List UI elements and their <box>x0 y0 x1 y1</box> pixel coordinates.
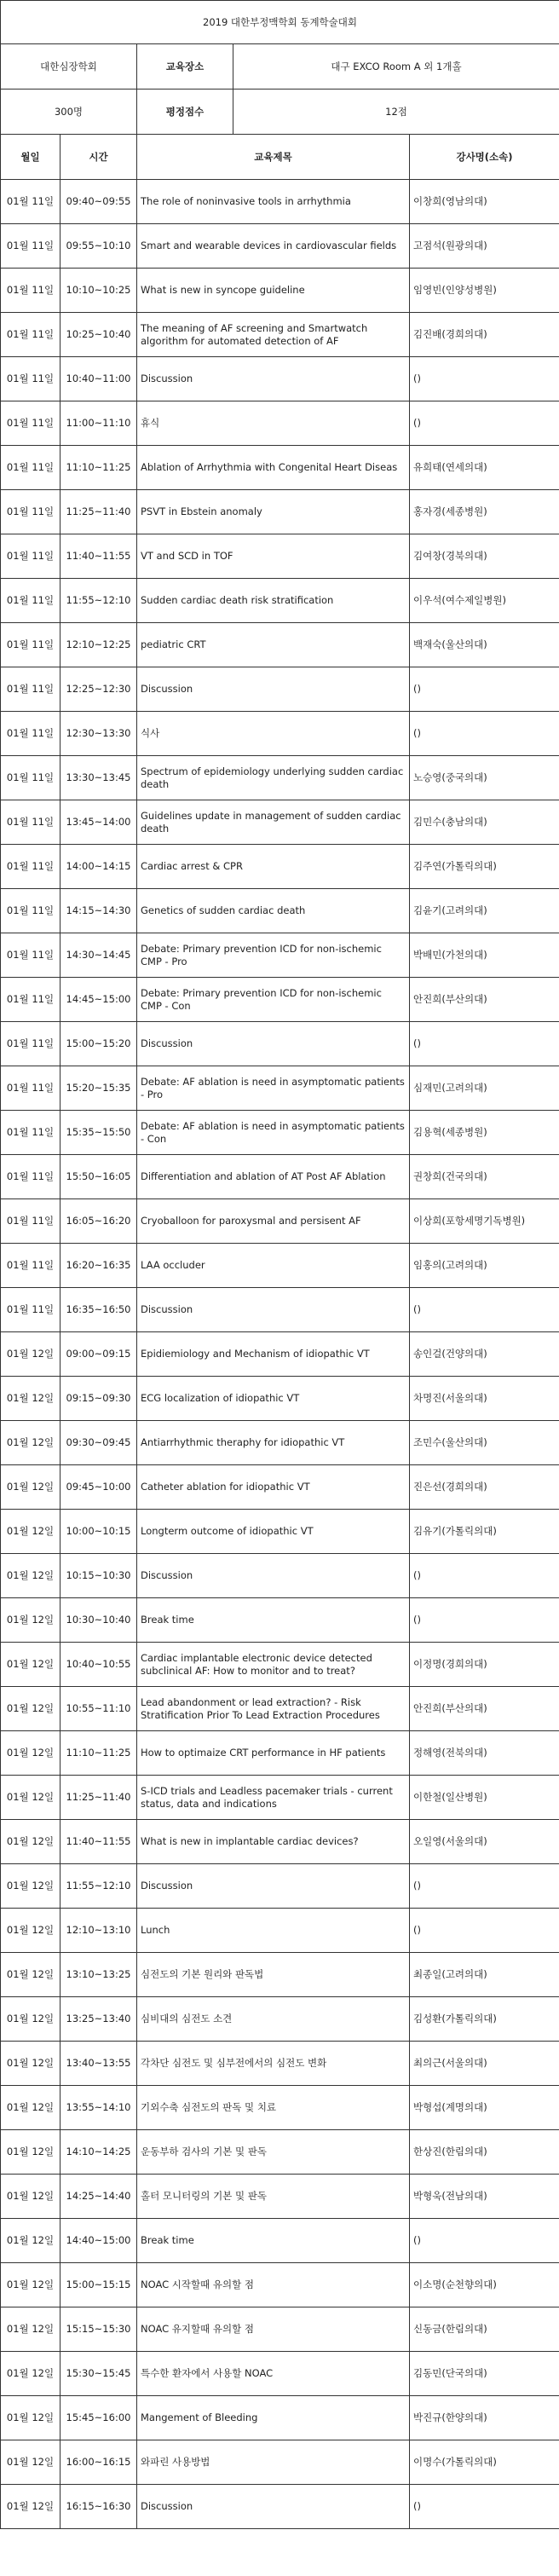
session-time: 12:30~13:30 <box>61 712 137 756</box>
table-row <box>1 1776 559 1820</box>
session-time: 11:25~11:40 <box>61 490 137 534</box>
venue-cell <box>137 44 559 90</box>
session-date: 01월 11일 <box>1 800 61 845</box>
organizer: 대한심장학회 <box>1 44 137 90</box>
session-time: 10:40~11:00 <box>61 357 137 401</box>
session-date: 01월 11일 <box>1 1199 61 1244</box>
table-row <box>1 2219 559 2263</box>
table-row <box>1 2396 559 2440</box>
session-date: 01월 11일 <box>1 1022 61 1066</box>
session-subject: Debate: Primary prevention ICD for non-ischemic CMP - Con <box>137 978 410 1022</box>
session-time: 13:30~13:45 <box>61 756 137 800</box>
session-subject: 심비대의 심전도 소견 <box>137 1997 410 2042</box>
session-time: 10:15~10:30 <box>61 1554 137 1598</box>
session-lecturer: () <box>410 1864 559 1909</box>
session-date: 01월 12일 <box>1 2352 61 2396</box>
session-time: 11:25~11:40 <box>61 1776 137 1820</box>
session-date: 01월 12일 <box>1 1997 61 2042</box>
session-subject: Genetics of sudden cardiac death <box>137 889 410 933</box>
session-lecturer: () <box>410 1554 559 1598</box>
session-lecturer: () <box>410 401 559 446</box>
session-date: 01월 11일 <box>1 623 61 667</box>
table-row <box>1 1909 559 1953</box>
session-lecturer: 이명수(가톨릭의대) <box>410 2440 559 2485</box>
table-row <box>1 269 559 313</box>
course-table-body <box>1 1 559 2529</box>
session-date: 01월 11일 <box>1 756 61 800</box>
session-date: 01월 12일 <box>1 2396 61 2440</box>
session-time: 16:15~16:30 <box>61 2485 137 2529</box>
table-row <box>1 1643 559 1687</box>
session-time: 15:35~15:50 <box>61 1111 137 1155</box>
table-row <box>1 357 559 401</box>
session-subject: 홀터 모니터링의 기본 및 판독 <box>137 2175 410 2219</box>
session-date: 01월 12일 <box>1 1687 61 1731</box>
session-date: 01월 11일 <box>1 978 61 1022</box>
capacity: 300명 <box>1 90 137 135</box>
session-time: 10:40~10:55 <box>61 1643 137 1687</box>
session-lecturer: 차명진(서울의대) <box>410 1377 559 1421</box>
points-cell <box>137 90 559 135</box>
table-row <box>1 978 559 1022</box>
session-subject: Cryoballoon for paroxysmal and persisent AF <box>137 1199 410 1244</box>
session-subject: S-ICD trials and Leadless pacemaker trials - current status, data and indications <box>137 1776 410 1820</box>
table-row <box>1 2263 559 2307</box>
table-row <box>1 1997 559 2042</box>
session-date: 01월 11일 <box>1 313 61 357</box>
session-lecturer: () <box>410 357 559 401</box>
session-subject: 와파린 사용방법 <box>137 2440 410 2485</box>
session-lecturer: 최종일(고려의대) <box>410 1953 559 1997</box>
session-time: 09:40~09:55 <box>61 180 137 224</box>
session-lecturer: 이소명(순천향의대) <box>410 2263 559 2307</box>
session-time: 14:15~14:30 <box>61 889 137 933</box>
session-subject: Antiarrhythmic theraphy for idiopathic VT <box>137 1421 410 1465</box>
table-row <box>1 224 559 269</box>
session-lecturer: 임영빈(인양성병원) <box>410 269 559 313</box>
session-lecturer: () <box>410 2219 559 2263</box>
session-time: 09:15~09:30 <box>61 1377 137 1421</box>
table-row <box>1 712 559 756</box>
session-subject: Discussion <box>137 1554 410 1598</box>
points-group <box>137 90 559 134</box>
session-lecturer: 홍자경(세종병원) <box>410 490 559 534</box>
session-time: 13:10~13:25 <box>61 1953 137 1997</box>
session-lecturer: 조민수(울산의대) <box>410 1421 559 1465</box>
session-lecturer: 이우석(여수제일병원) <box>410 579 559 623</box>
session-lecturer: 김용혁(세종병원) <box>410 1111 559 1155</box>
session-time: 15:00~15:15 <box>61 2263 137 2307</box>
session-lecturer: 임홍의(고려의대) <box>410 1244 559 1288</box>
table-row <box>1 756 559 800</box>
session-date: 01월 12일 <box>1 2485 61 2529</box>
session-lecturer: () <box>410 1288 559 1332</box>
session-subject: 특수한 환자에서 사용할 NOAC <box>137 2352 410 2396</box>
session-time: 16:35~16:50 <box>61 1288 137 1332</box>
session-lecturer: 이상희(포항세명기독병원) <box>410 1199 559 1244</box>
session-lecturer: () <box>410 2485 559 2529</box>
session-lecturer: 이창희(영남의대) <box>410 180 559 224</box>
session-time: 14:10~14:25 <box>61 2130 137 2175</box>
header-lecturer: 강사명(소속) <box>410 135 559 180</box>
session-subject: The role of noninvasive tools in arrhythmia <box>137 180 410 224</box>
session-subject: Break time <box>137 1598 410 1643</box>
table-row <box>1 1244 559 1288</box>
session-subject: Debate: Primary prevention ICD for non-ischemic CMP - Pro <box>137 933 410 978</box>
session-subject: Cardiac implantable electronic device detected subclinical AF: How to monitor and to treat? <box>137 1643 410 1687</box>
session-date: 01월 12일 <box>1 1510 61 1554</box>
session-date: 01월 12일 <box>1 2307 61 2352</box>
session-date: 01월 12일 <box>1 2175 61 2219</box>
table-row <box>1 845 559 889</box>
session-time: 15:50~16:05 <box>61 1155 137 1199</box>
session-date: 01월 12일 <box>1 1864 61 1909</box>
points-label: 평정점수 <box>137 90 233 134</box>
session-subject: Discussion <box>137 667 410 712</box>
session-lecturer: 박형섭(계명의대) <box>410 2086 559 2130</box>
session-date: 01월 11일 <box>1 933 61 978</box>
session-lecturer: 박진규(한양의대) <box>410 2396 559 2440</box>
session-date: 01월 12일 <box>1 1554 61 1598</box>
session-date: 01월 11일 <box>1 1288 61 1332</box>
session-date: 01월 12일 <box>1 1953 61 1997</box>
session-date: 01월 11일 <box>1 1244 61 1288</box>
session-date: 01월 12일 <box>1 1465 61 1510</box>
table-row <box>1 1510 559 1554</box>
session-subject: 휴식 <box>137 401 410 446</box>
session-time: 12:25~12:30 <box>61 667 137 712</box>
session-date: 01월 11일 <box>1 667 61 712</box>
session-subject: What is new in syncope guideline <box>137 269 410 313</box>
session-subject: PSVT in Ebstein anomaly <box>137 490 410 534</box>
session-date: 01월 12일 <box>1 1332 61 1377</box>
session-subject: Differentiation and ablation of AT Post AF Ablation <box>137 1155 410 1199</box>
session-lecturer: 안진희(부산의대) <box>410 1687 559 1731</box>
venue: 대구 EXCO Room A 외 1개홀 <box>331 60 462 72</box>
session-lecturer: () <box>410 667 559 712</box>
session-subject: Lead abandonment or lead extraction? - Risk Stratification Prior To Lead Extraction Procedures <box>137 1687 410 1731</box>
session-time: 11:55~12:10 <box>61 579 137 623</box>
table-row <box>1 2440 559 2485</box>
table-row <box>1 1377 559 1421</box>
session-date: 01월 12일 <box>1 1820 61 1864</box>
session-lecturer: 김동민(단국의대) <box>410 2352 559 2396</box>
header-subject: 교육제목 <box>137 135 410 180</box>
session-lecturer: 이정명(경희의대) <box>410 1643 559 1687</box>
session-subject: Guidelines update in management of sudden cardiac death <box>137 800 410 845</box>
table-row <box>1 534 559 579</box>
table-row <box>1 623 559 667</box>
session-date: 01월 12일 <box>1 2263 61 2307</box>
session-subject: NOAC 시작할때 유의할 점 <box>137 2263 410 2307</box>
session-time: 10:55~11:10 <box>61 1687 137 1731</box>
session-subject: 기외수축 심전도의 판독 및 치료 <box>137 2086 410 2130</box>
session-subject: Discussion <box>137 1022 410 1066</box>
table-row <box>1 2086 559 2130</box>
session-lecturer: () <box>410 1909 559 1953</box>
session-subject: 운동부하 검사의 기본 및 판독 <box>137 2130 410 2175</box>
session-date: 01월 11일 <box>1 180 61 224</box>
session-time: 09:55~10:10 <box>61 224 137 269</box>
session-time: 13:55~14:10 <box>61 2086 137 2130</box>
session-date: 01월 12일 <box>1 1909 61 1953</box>
session-date: 01월 11일 <box>1 1066 61 1111</box>
session-subject: Ablation of Arrhythmia with Congenital Heart Diseas <box>137 446 410 490</box>
session-lecturer: 김유기(가톨릭의대) <box>410 1510 559 1554</box>
table-row <box>1 1731 559 1776</box>
session-date: 01월 11일 <box>1 357 61 401</box>
session-time: 11:10~11:25 <box>61 1731 137 1776</box>
session-subject: NOAC 유지할때 유의할 점 <box>137 2307 410 2352</box>
session-date: 01월 11일 <box>1 446 61 490</box>
session-subject: Catheter ablation for idiopathic VT <box>137 1465 410 1510</box>
session-time: 15:15~15:30 <box>61 2307 137 2352</box>
table-row <box>1 1199 559 1244</box>
table-row <box>1 1066 559 1111</box>
session-lecturer: 박형욱(전남의대) <box>410 2175 559 2219</box>
session-lecturer: () <box>410 712 559 756</box>
session-time: 13:40~13:55 <box>61 2042 137 2086</box>
session-subject: 심전도의 기본 원리와 판독법 <box>137 1953 410 1997</box>
venue-group <box>137 44 559 89</box>
session-time: 11:40~11:55 <box>61 534 137 579</box>
session-time: 11:40~11:55 <box>61 1820 137 1864</box>
header-date: 월일 <box>1 135 61 180</box>
session-time: 10:10~10:25 <box>61 269 137 313</box>
session-lecturer: () <box>410 1022 559 1066</box>
page-title: 2019 대한부정맥학회 동계학술대회 <box>1 1 559 44</box>
session-time: 12:10~13:10 <box>61 1909 137 1953</box>
session-date: 01월 12일 <box>1 2086 61 2130</box>
session-time: 14:25~14:40 <box>61 2175 137 2219</box>
session-date: 01월 12일 <box>1 2130 61 2175</box>
session-lecturer: 김주연(가톨릭의대) <box>410 845 559 889</box>
table-row <box>1 1332 559 1377</box>
table-row <box>1 1554 559 1598</box>
session-date: 01월 12일 <box>1 1776 61 1820</box>
session-subject: The meaning of AF screening and Smartwatch algorithm for automated detection of AF <box>137 313 410 357</box>
session-lecturer: 김진배(경희의대) <box>410 313 559 357</box>
session-date: 01월 12일 <box>1 1598 61 1643</box>
session-lecturer: 신동금(한림의대) <box>410 2307 559 2352</box>
session-time: 14:45~15:00 <box>61 978 137 1022</box>
session-time: 15:00~15:20 <box>61 1022 137 1066</box>
header-time: 시간 <box>61 135 137 180</box>
column-header-row <box>1 135 559 180</box>
session-subject: Break time <box>137 2219 410 2263</box>
session-subject: How to optimaize CRT performance in HF patients <box>137 1731 410 1776</box>
session-time: 15:30~15:45 <box>61 2352 137 2396</box>
session-time: 16:20~16:35 <box>61 1244 137 1288</box>
session-date: 01월 11일 <box>1 224 61 269</box>
session-subject: pediatric CRT <box>137 623 410 667</box>
session-subject: Smart and wearable devices in cardiovascular fields <box>137 224 410 269</box>
table-row <box>1 1155 559 1199</box>
session-lecturer: () <box>410 1598 559 1643</box>
session-time: 09:45~10:00 <box>61 1465 137 1510</box>
table-row <box>1 446 559 490</box>
session-subject: Debate: AF ablation is need in asymptomatic patients - Con <box>137 1111 410 1155</box>
session-date: 01월 11일 <box>1 269 61 313</box>
session-subject: Spectrum of epidemiology underlying sudden cardiac death <box>137 756 410 800</box>
table-row <box>1 2485 559 2529</box>
session-lecturer: 심재민(고려의대) <box>410 1066 559 1111</box>
session-date: 01월 12일 <box>1 2440 61 2485</box>
session-time: 14:00~14:15 <box>61 845 137 889</box>
session-lecturer: 노승영(중국의대) <box>410 756 559 800</box>
session-lecturer: 김성환(가톨릭의대) <box>410 1997 559 2042</box>
session-lecturer: 김여창(경북의대) <box>410 534 559 579</box>
session-date: 01월 12일 <box>1 1421 61 1465</box>
session-date: 01월 11일 <box>1 579 61 623</box>
session-date: 01월 12일 <box>1 1377 61 1421</box>
session-lecturer: 이한철(일산병원) <box>410 1776 559 1820</box>
table-row <box>1 1820 559 1864</box>
session-lecturer: 송인걸(건양의대) <box>410 1332 559 1377</box>
points: 12점 <box>385 105 407 118</box>
table-row <box>1 2307 559 2352</box>
session-date: 01월 11일 <box>1 1155 61 1199</box>
session-time: 10:30~10:40 <box>61 1598 137 1643</box>
session-subject: Lunch <box>137 1909 410 1953</box>
table-row <box>1 933 559 978</box>
session-lecturer: 안진희(부산의대) <box>410 978 559 1022</box>
organizer-row <box>1 44 559 90</box>
session-time: 16:00~16:15 <box>61 2440 137 2485</box>
session-lecturer: 고점석(원광의대) <box>410 224 559 269</box>
session-subject: Epidiemiology and Mechanism of idiopathic VT <box>137 1332 410 1377</box>
session-subject: 식사 <box>137 712 410 756</box>
session-subject: 각차단 심전도 및 심부전에서의 심전도 변화 <box>137 2042 410 2086</box>
table-row <box>1 579 559 623</box>
table-row <box>1 401 559 446</box>
session-date: 01월 11일 <box>1 712 61 756</box>
session-time: 10:25~10:40 <box>61 313 137 357</box>
session-lecturer: 백재숙(울산의대) <box>410 623 559 667</box>
table-row <box>1 180 559 224</box>
table-row <box>1 1421 559 1465</box>
session-date: 01월 12일 <box>1 2042 61 2086</box>
session-date: 01월 12일 <box>1 1643 61 1687</box>
session-lecturer: 유희태(연세의대) <box>410 446 559 490</box>
session-time: 14:40~15:00 <box>61 2219 137 2263</box>
session-subject: What is new in implantable cardiac devices? <box>137 1820 410 1864</box>
table-row <box>1 2130 559 2175</box>
session-date: 01월 11일 <box>1 845 61 889</box>
table-row <box>1 1953 559 1997</box>
table-row <box>1 889 559 933</box>
session-subject: Mangement of Bleeding <box>137 2396 410 2440</box>
session-lecturer: 오일영(서울의대) <box>410 1820 559 1864</box>
session-date: 01월 11일 <box>1 534 61 579</box>
session-subject: ECG localization of idiopathic VT <box>137 1377 410 1421</box>
table-row <box>1 1598 559 1643</box>
session-subject: Debate: AF ablation is need in asymptomatic patients - Pro <box>137 1066 410 1111</box>
session-lecturer: 정해영(전북의대) <box>410 1731 559 1776</box>
session-subject: VT and SCD in TOF <box>137 534 410 579</box>
table-row <box>1 1864 559 1909</box>
session-time: 09:00~09:15 <box>61 1332 137 1377</box>
session-subject: LAA occluder <box>137 1244 410 1288</box>
session-subject: Sudden cardiac death risk stratification <box>137 579 410 623</box>
session-date: 01월 12일 <box>1 1731 61 1776</box>
venue-label: 교육장소 <box>137 44 233 89</box>
table-row <box>1 313 559 357</box>
session-lecturer: 권창희(건국의대) <box>410 1155 559 1199</box>
table-row <box>1 1687 559 1731</box>
table-row <box>1 800 559 845</box>
title-row <box>1 1 559 44</box>
session-time: 14:30~14:45 <box>61 933 137 978</box>
session-subject: Discussion <box>137 357 410 401</box>
session-date: 01월 11일 <box>1 401 61 446</box>
session-time: 10:00~10:15 <box>61 1510 137 1554</box>
session-time: 15:45~16:00 <box>61 2396 137 2440</box>
session-time: 11:10~11:25 <box>61 446 137 490</box>
table-row <box>1 2042 559 2086</box>
session-time: 11:55~12:10 <box>61 1864 137 1909</box>
session-subject: Discussion <box>137 1864 410 1909</box>
session-subject: Longterm outcome of idiopathic VT <box>137 1510 410 1554</box>
session-time: 15:20~15:35 <box>61 1066 137 1111</box>
table-row <box>1 1288 559 1332</box>
session-time: 16:05~16:20 <box>61 1199 137 1244</box>
table-row <box>1 490 559 534</box>
session-date: 01월 11일 <box>1 490 61 534</box>
session-subject: Discussion <box>137 1288 410 1332</box>
session-lecturer: 김민수(충남의대) <box>410 800 559 845</box>
session-subject: Discussion <box>137 2485 410 2529</box>
session-date: 01월 11일 <box>1 889 61 933</box>
session-lecturer: 박배민(가천의대) <box>410 933 559 978</box>
table-row <box>1 667 559 712</box>
session-lecturer: 김윤기(고려의대) <box>410 889 559 933</box>
session-lecturer: 한상진(한림의대) <box>410 2130 559 2175</box>
capacity-row <box>1 90 559 135</box>
session-time: 09:30~09:45 <box>61 1421 137 1465</box>
table-row <box>1 2175 559 2219</box>
table-row <box>1 1111 559 1155</box>
session-lecturer: 최의근(서울의대) <box>410 2042 559 2086</box>
session-time: 11:00~11:10 <box>61 401 137 446</box>
table-row <box>1 1022 559 1066</box>
session-time: 13:25~13:40 <box>61 1997 137 2042</box>
session-lecturer: 진은선(경희의대) <box>410 1465 559 1510</box>
session-date: 01월 11일 <box>1 1111 61 1155</box>
session-time: 12:10~12:25 <box>61 623 137 667</box>
table-row <box>1 1465 559 1510</box>
table-row <box>1 2352 559 2396</box>
session-time: 13:45~14:00 <box>61 800 137 845</box>
session-date: 01월 12일 <box>1 2219 61 2263</box>
session-subject: Cardiac arrest & CPR <box>137 845 410 889</box>
